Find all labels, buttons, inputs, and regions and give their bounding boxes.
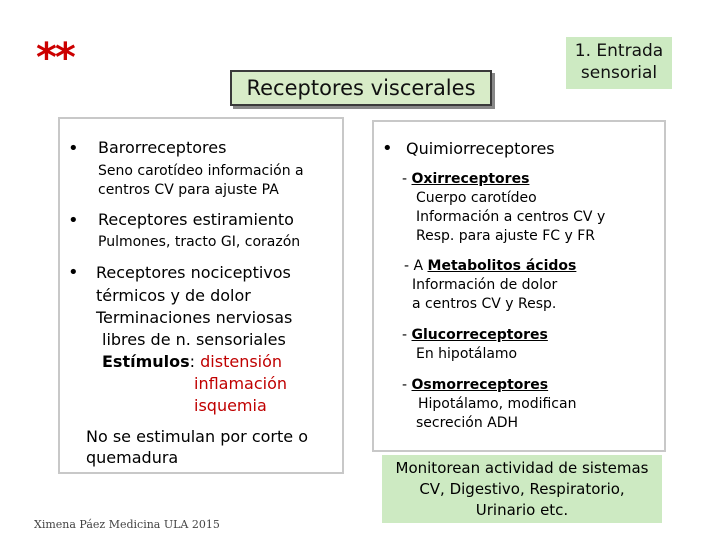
osmo-desc-line2: secreción ADH — [416, 415, 519, 431]
metabolites-desc-line1: Información de dolor — [412, 277, 558, 293]
summary-line3: Urinario etc. — [475, 501, 569, 519]
baroreceptors-title: Barorreceptores — [98, 138, 227, 157]
note-line1: No se estimulan por corte o — [86, 427, 308, 446]
section-label-line2: sensorial — [580, 63, 658, 83]
summary-line2: CV, Digestivo, Respiratorio, — [419, 480, 625, 498]
baroreceptors-desc-line2: centros CV para ajuste PA — [98, 182, 279, 198]
section-label-box — [566, 37, 672, 89]
stretch-receptors-desc: Pulmones, tracto GI, corazón — [98, 234, 301, 250]
oxy-desc-line1: Cuerpo carotídeo — [416, 190, 537, 206]
asterisks-mark: ** — [36, 35, 74, 81]
metabolites-name: Metabolitos ácidos — [427, 258, 577, 274]
osmo-desc-line1: Hipotálamo, modifican — [418, 396, 577, 412]
nociceptors-line3: Terminaciones nerviosas — [96, 308, 293, 327]
section-label-line1: 1. Entrada — [574, 41, 664, 61]
bullet-icon: • — [68, 262, 79, 283]
stimulus-inflammation: inflamación — [194, 374, 288, 393]
oxy-desc-line3: Resp. para ajuste FC y FR — [416, 228, 596, 244]
stimuli-colon: : — [189, 352, 196, 371]
dash: - — [402, 171, 412, 187]
bullet-icon: • — [68, 138, 79, 159]
dash: - — [402, 327, 412, 343]
gluco-line — [402, 326, 548, 345]
nociceptors-line2: térmicos y de dolor — [96, 286, 251, 305]
summary-line1: Monitorean actividad de sistemas — [395, 459, 649, 477]
summary-box — [382, 455, 662, 523]
baroreceptors-desc-line1: Seno carotídeo información a — [98, 163, 304, 179]
chemoreceptors-title: Quimiorreceptores — [406, 139, 555, 158]
osmoreceptors-name: Osmorreceptores — [411, 377, 549, 393]
osmo-line — [402, 376, 548, 395]
stretch-receptors-title: Receptores estiramiento — [98, 210, 294, 229]
stimulus-ischemia: isquemia — [194, 396, 267, 415]
metabolites-line — [404, 257, 576, 276]
oxyreceptors-name: Oxirreceptores — [411, 171, 530, 187]
bullet-icon: • — [382, 138, 393, 159]
stimuli-line — [102, 351, 282, 372]
author-credit: Ximena Páez Medicina ULA 2015 — [34, 518, 220, 531]
metabolites-desc-line2: a centros CV y Resp. — [412, 296, 557, 312]
dash: - — [402, 377, 412, 393]
oxy-line — [402, 170, 529, 189]
glucoreceptors-name: Glucorreceptores — [411, 327, 548, 343]
bullet-icon: • — [68, 210, 79, 231]
gluco-desc: En hipotálamo — [416, 346, 518, 362]
oxy-desc-line2: Información a centros CV y — [416, 209, 606, 225]
slide-title: Receptores viscerales — [230, 70, 492, 106]
stimuli-label: Estímulos — [102, 352, 190, 371]
stimulus-distension: distensión — [200, 352, 283, 371]
nociceptors-line1: Receptores nociceptivos — [96, 263, 291, 282]
note-line2: quemadura — [86, 448, 179, 467]
nociceptors-line4: libres de n. sensoriales — [102, 330, 286, 349]
metabolites-prefix: - A — [404, 258, 428, 274]
